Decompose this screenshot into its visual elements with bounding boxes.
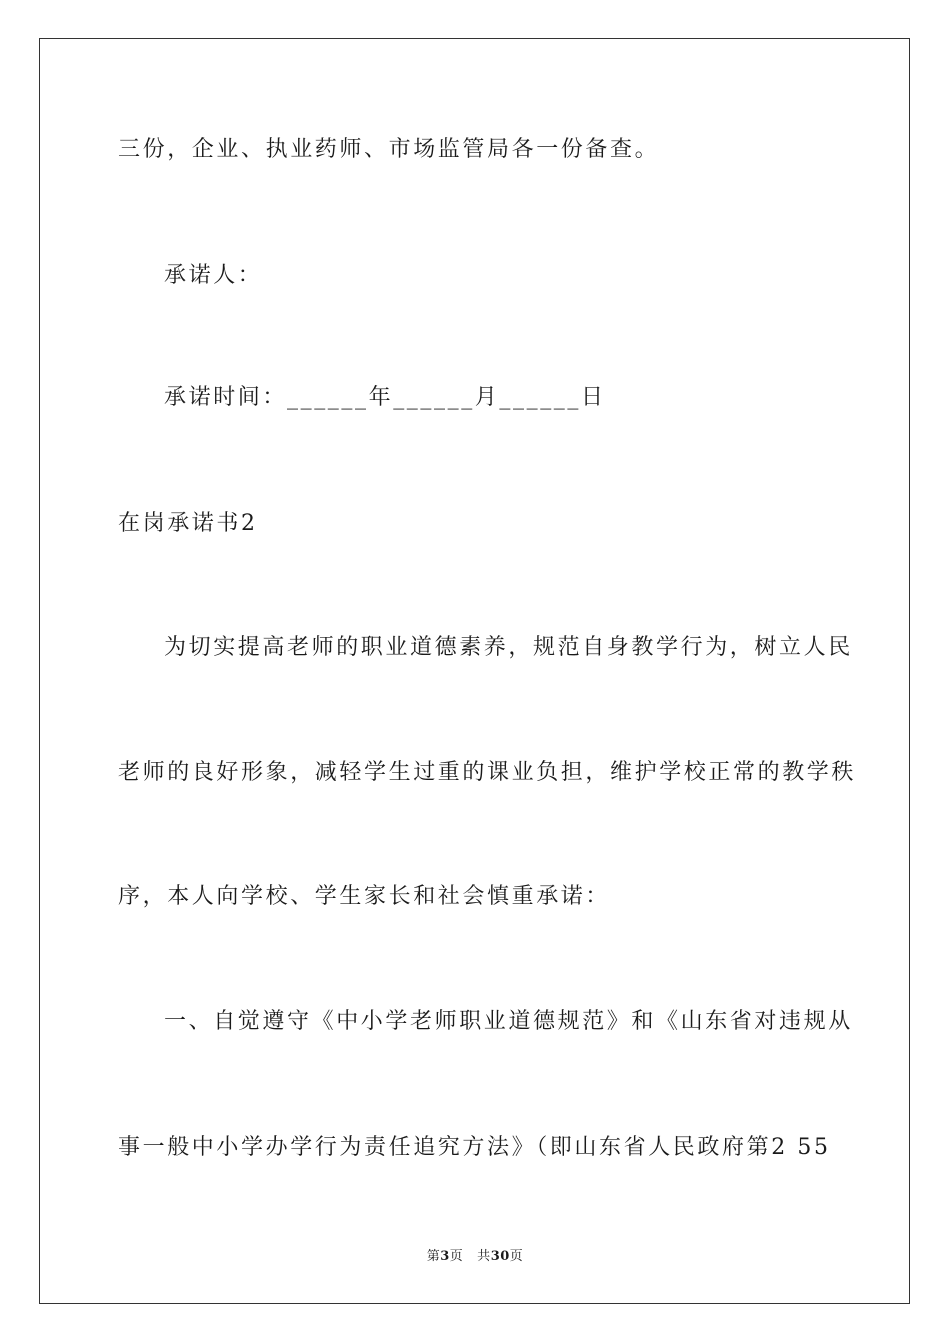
current-page-number: 3: [440, 1249, 450, 1264]
signatory-label: 承诺人：: [164, 263, 263, 288]
body-line-1: 三份，企业、执业药师、市场监管局各一份备查。: [118, 137, 660, 162]
footer-total-suffix: 页: [509, 1249, 524, 1264]
footer-prefix: 第: [426, 1249, 441, 1264]
body-line-7: 序，本人向学校、学生家长和社会慎重承诺：: [118, 884, 611, 909]
footer-total-prefix: 共: [477, 1249, 491, 1264]
body-line-8: 一、自觉遵守《中小学老师职业道德规范》和《山东省对违规从: [164, 1009, 853, 1034]
body-line-9: 事一般中小学办学行为责任追究方法》（即山东省人民政府第2 55: [118, 1135, 831, 1160]
body-line-6: 老师的良好形象，减轻学生过重的课业负担，维护学校正常的教学秩: [118, 760, 857, 785]
body-line-5: 为切实提高老师的职业道德素养，规范自身教学行为，树立人民: [164, 635, 853, 660]
total-page-count: 30: [490, 1249, 510, 1264]
footer-page-suffix: 页: [449, 1249, 464, 1264]
commitment-date-line: 承诺时间：______年______月______日: [164, 385, 606, 410]
page-border: [39, 38, 910, 1304]
section-heading: 在岗承诺书2: [118, 511, 258, 536]
page-footer: [0, 1248, 950, 1266]
